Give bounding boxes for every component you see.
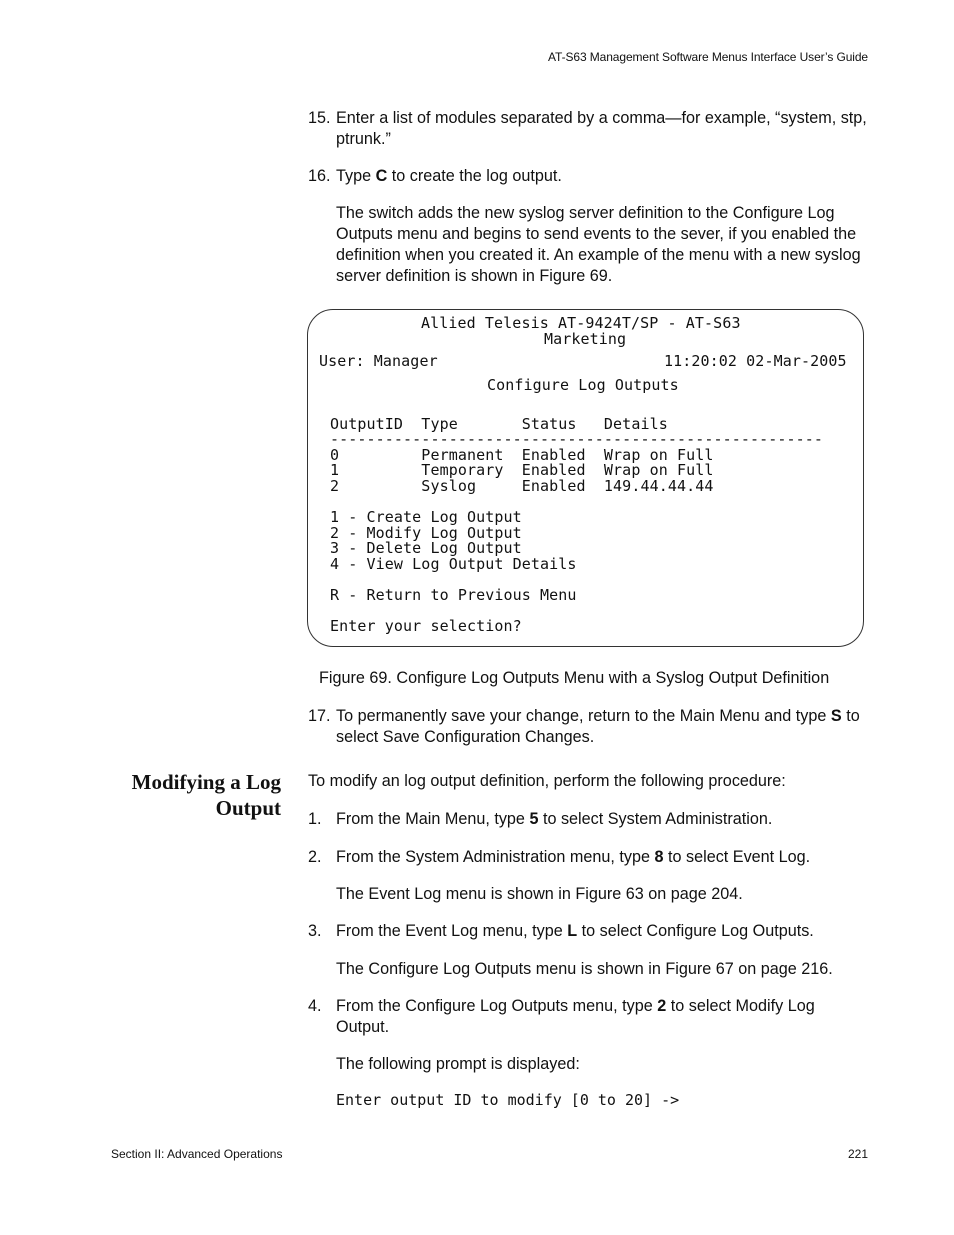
section-intro: To modify an log output definition, perform the following procedure: [308, 772, 786, 790]
step-number: 3. [308, 922, 322, 940]
step-text: From the System Administration menu, type 8 to select Event Log. [336, 848, 811, 866]
terminal-menu-option: 2 - Modify Log Output [330, 524, 522, 542]
terminal-menu-option: 3 - Delete Log Output [330, 539, 522, 557]
procedure-step-4 [308, 996, 868, 1038]
terminal-column-header: OutputID Type Status Details [330, 415, 668, 433]
terminal-return-option: R - Return to Previous Menu [330, 586, 577, 604]
terminal-menu-option: 4 - View Log Output Details [330, 555, 577, 573]
key-letter: S [830, 707, 842, 725]
note-prompt-displayed: The following prompt is displayed: [336, 1055, 580, 1073]
step-text: To permanently save your change, return to the Main Menu and type S to select Save Configuration Changes. [336, 707, 860, 746]
output-id-prompt: Enter output ID to modify [0 to 20] -> [336, 1091, 680, 1109]
key-letter: 5 [529, 810, 539, 828]
step-15 [308, 108, 868, 150]
step-number: 17. [308, 707, 331, 725]
step-number: 15. [308, 109, 331, 127]
key-letter: L [567, 922, 578, 940]
note-event-log-menu: The Event Log menu is shown in Figure 63 on page 204. [336, 885, 743, 903]
footer-section-name: Section II: Advanced Operations [111, 1147, 283, 1161]
terminal-divider: ------------------------------------------------------ [330, 430, 824, 448]
running-header: AT-S63 Management Software Menus Interface User’s Guide [548, 50, 868, 64]
terminal-table-row: 1 Temporary Enabled Wrap on Full [330, 461, 714, 479]
step-number: 4. [308, 997, 322, 1015]
step-text: Type C to create the log output. [336, 167, 562, 185]
step-number: 1. [308, 810, 322, 828]
step-text: From the Event Log menu, type L to select Configure Log Outputs. [336, 922, 814, 940]
step-text: Enter a list of modules separated by a comma—for example, “system, stp, ptrunk.” [336, 109, 867, 148]
procedure-step-2 [308, 847, 868, 868]
procedure-step-1 [308, 809, 868, 830]
section-heading: Modifying a Log Output [131, 770, 281, 820]
note-configure-log-outputs-menu: The Configure Log Outputs menu is shown in Figure 67 on page 216. [336, 960, 833, 978]
terminal-prompt: Enter your selection? [330, 617, 522, 635]
step-17 [308, 706, 868, 748]
terminal-product-line: Allied Telesis AT-9424T/SP - AT-S63 [421, 314, 741, 332]
page-number: 221 [847, 1147, 868, 1161]
paragraph-syslog-added: The switch adds the new syslog server definition to the Configure Log Outputs menu and begins to send events to the sever, if you enabled the definition when you created it. An example of the menu with a new syslog server definition is shown in Figure 69. [336, 204, 861, 285]
procedure-step-3 [308, 921, 868, 942]
terminal-table-row: 2 Syslog Enabled 149.44.44.44 [330, 477, 714, 495]
terminal-table-row: 0 Permanent Enabled Wrap on Full [330, 446, 714, 464]
terminal-screen-frame [307, 309, 864, 647]
key-letter: C [375, 167, 388, 185]
step-text: From the Main Menu, type 5 to select System Administration. [336, 810, 773, 828]
terminal-menu-title: Configure Log Outputs [487, 376, 679, 394]
key-letter: 8 [654, 848, 664, 866]
step-text: From the Configure Log Outputs menu, type 2 to select Modify Log Output. [336, 997, 815, 1036]
step-16 [308, 166, 868, 187]
terminal-location-line: Marketing [544, 330, 627, 348]
terminal-datetime: 11:20:02 02-Mar-2005 [664, 352, 847, 370]
step-number: 16. [308, 167, 331, 185]
figure-caption: Figure 69. Configure Log Outputs Menu with a Syslog Output Definition [319, 669, 830, 687]
key-letter: 2 [657, 997, 667, 1015]
step-number: 2. [308, 848, 322, 866]
terminal-menu-option: 1 - Create Log Output [330, 508, 522, 526]
terminal-user: User: Manager [319, 352, 438, 370]
